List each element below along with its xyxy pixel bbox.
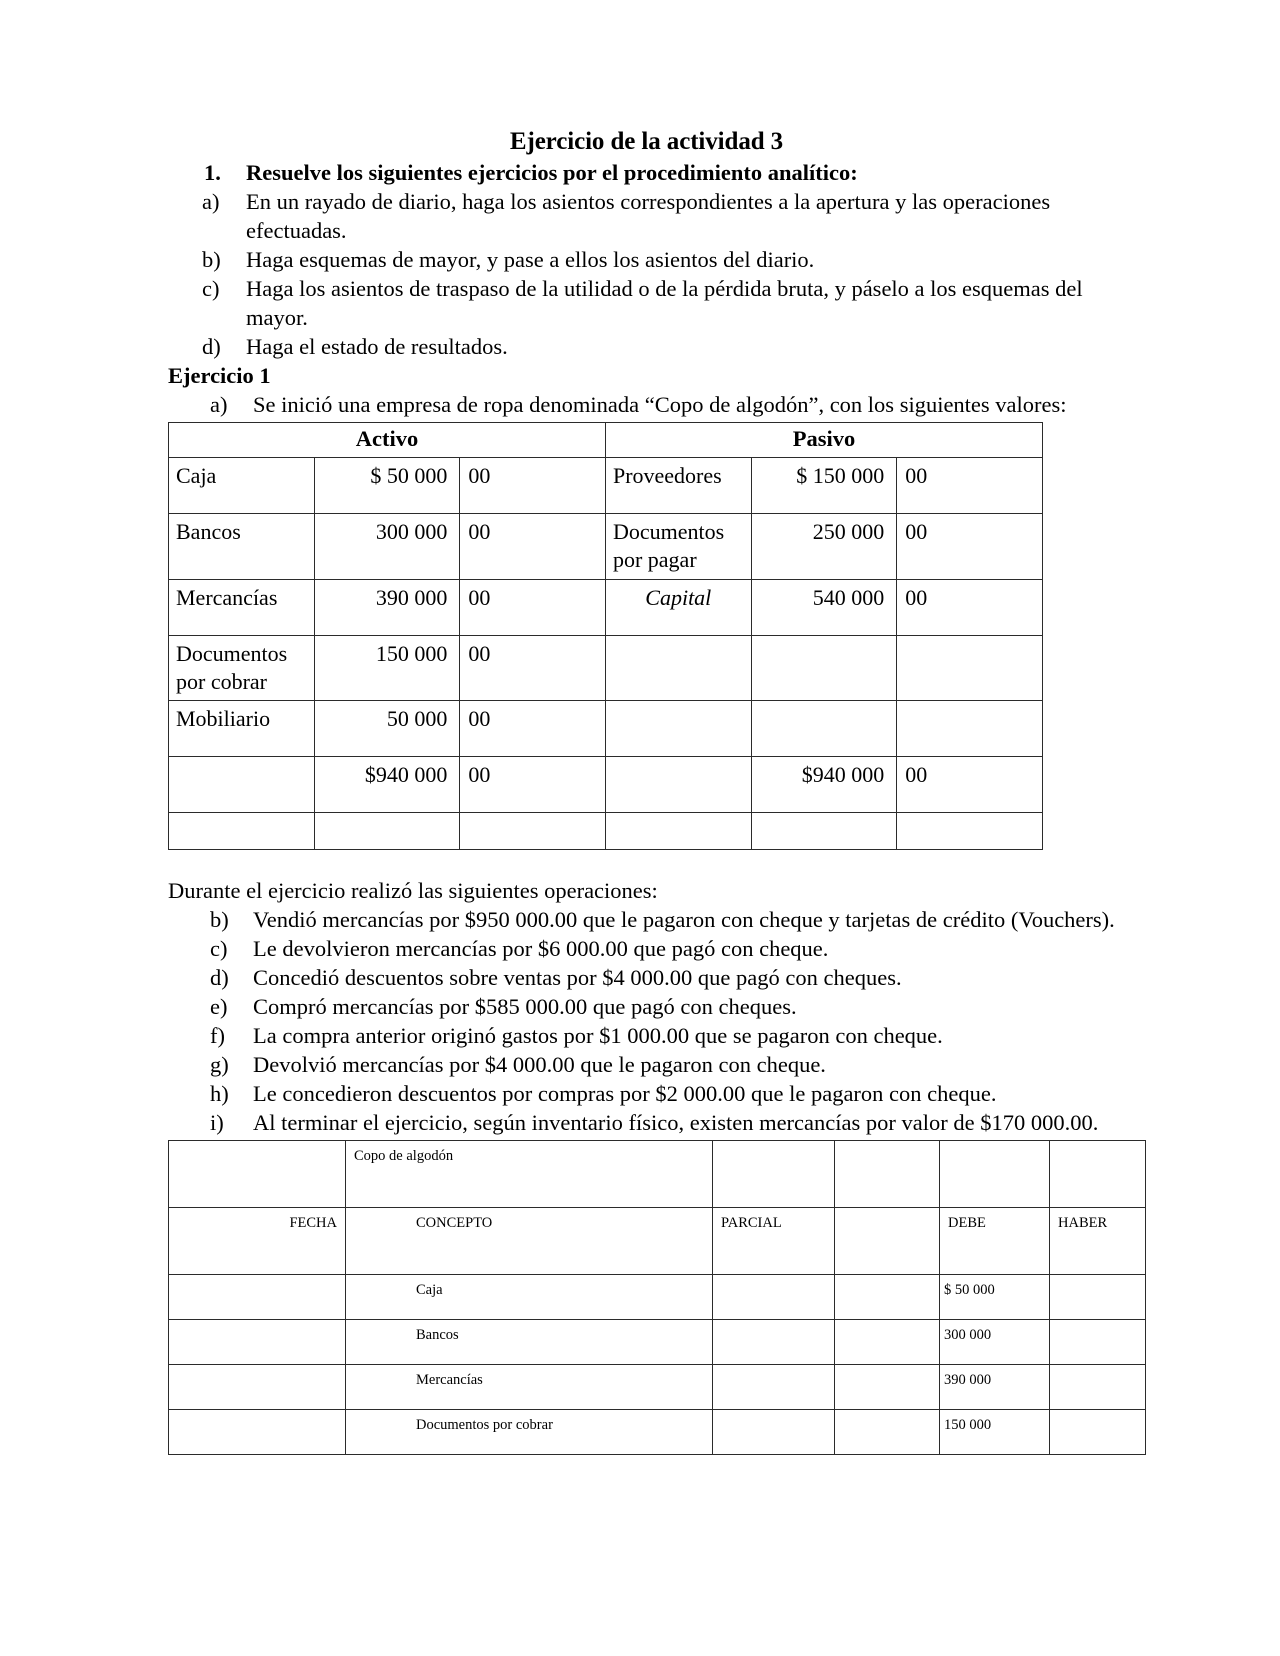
cell-concepto: Mercancías (346, 1364, 713, 1409)
table-row (169, 1319, 1146, 1364)
operation-item-e (168, 992, 1125, 1021)
column-header-concepto: CONCEPTO (346, 1207, 713, 1274)
cell-blank (835, 1409, 940, 1454)
instruction-number: 1. (204, 160, 221, 185)
cell-parcial (713, 1319, 835, 1364)
balance-sheet-table (168, 422, 1043, 850)
table-row (169, 1364, 1146, 1409)
journal-entry-table (168, 1140, 1146, 1455)
cell-fecha (169, 1364, 346, 1409)
cell-concepto: Bancos (346, 1319, 713, 1364)
cell-empty (940, 1140, 1050, 1207)
instruction-item-b (168, 245, 1125, 274)
cell-empty (169, 1140, 346, 1207)
cell-blank (835, 1319, 940, 1364)
cell-blank (835, 1274, 940, 1319)
cell-activo-cents: 00 (460, 635, 606, 700)
list-item-text: Haga los asientos de traspaso de la utilidad o de la pérdida bruta, y páselo a los esquemas del mayor. (246, 276, 1083, 331)
list-item-text: Vendió mercancías por $950 000.00 que le pagaron con cheque y tarjetas de crédito (Vouchers). (253, 907, 1115, 933)
cell-activo-name: Bancos (169, 514, 315, 579)
cell-concepto: Documentos por cobrar (346, 1409, 713, 1454)
column-header-parcial: PARCIAL (713, 1207, 835, 1274)
cell-pasivo-total: $940 000 (751, 757, 897, 813)
instruction-heading-row (168, 158, 1125, 187)
cell-activo-name: Mobiliario (169, 701, 315, 757)
instruction-item-c (168, 274, 1125, 332)
cell-debe: 150 000 (940, 1409, 1050, 1454)
list-marker: b) (202, 247, 221, 273)
cell-activo-name: Caja (169, 458, 315, 514)
cell-activo-cents: 00 (460, 514, 606, 579)
cell-debe: $ 50 000 (940, 1274, 1050, 1319)
cell-activo-amount: 390 000 (314, 579, 460, 635)
cell-fecha (169, 1409, 346, 1454)
cell-debe: 390 000 (940, 1364, 1050, 1409)
cell-activo-amount: 300 000 (314, 514, 460, 579)
list-item-text: Haga esquemas de mayor, y pase a ellos los asientos del diario. (246, 247, 815, 273)
table-header-row (169, 423, 1043, 458)
list-marker: i) (210, 1110, 224, 1136)
cell-concepto: Caja (346, 1274, 713, 1319)
column-header-fecha: FECHA (169, 1207, 346, 1274)
cell-activo-name: Mercancías (169, 579, 315, 635)
list-marker: f) (210, 1023, 225, 1049)
list-marker: b) (210, 907, 229, 933)
exercise-item-a (168, 390, 1125, 419)
table-row (169, 514, 1043, 579)
list-marker: e) (210, 994, 228, 1020)
cell-debe: 300 000 (940, 1319, 1050, 1364)
list-marker: d) (210, 965, 229, 991)
cell-pasivo-name (605, 701, 751, 757)
list-marker: h) (210, 1081, 229, 1107)
cell-pasivo-cents: 00 (897, 514, 1043, 579)
cell-activo-name (169, 757, 315, 813)
cell-parcial (713, 1409, 835, 1454)
cell-company-name: Copo de algodón (346, 1140, 713, 1207)
cell-activo-cents (460, 813, 606, 850)
table-row (169, 458, 1043, 514)
cell-empty (713, 1140, 835, 1207)
page-title: Ejercicio de la actividad 3 (509, 128, 784, 155)
table-row (169, 1274, 1146, 1319)
cell-activo-cents: 00 (460, 757, 606, 813)
cell-activo-amount: 50 000 (314, 701, 460, 757)
cell-pasivo-name (605, 757, 751, 813)
operation-item-c (168, 934, 1125, 963)
cell-pasivo-cents: 00 (897, 458, 1043, 514)
cell-activo-total: $940 000 (314, 757, 460, 813)
cell-empty (835, 1140, 940, 1207)
cell-pasivo-name: Documentos por pagar (605, 514, 751, 579)
cell-haber (1050, 1319, 1146, 1364)
operations-intro: Durante el ejercicio realizó las siguientes operaciones: (168, 878, 658, 904)
list-item-text: La compra anterior originó gastos por $1 000.00 que se pagaron con cheque. (253, 1023, 943, 1049)
journal-title-row (169, 1140, 1146, 1207)
cell-pasivo-name (605, 635, 751, 700)
journal-header-row (169, 1207, 1146, 1274)
cell-activo-amount: $ 50 000 (314, 458, 460, 514)
cell-activo-cents: 00 (460, 701, 606, 757)
list-item-text: En un rayado de diario, haga los asientos correspondientes a la apertura y las operaciones efectuadas. (246, 189, 1051, 244)
operation-item-i (168, 1108, 1125, 1137)
instruction-heading-text: Resuelve los siguientes ejercicios por el procedimiento analítico: (246, 160, 858, 185)
cell-empty (1050, 1140, 1146, 1207)
list-marker: a) (210, 392, 228, 418)
operation-item-h (168, 1079, 1125, 1108)
column-header-haber: HABER (1050, 1207, 1146, 1274)
column-header-blank (835, 1207, 940, 1274)
list-item-text: Devolvió mercancías por $4 000.00 que le pagaron con cheque. (253, 1052, 826, 1078)
operation-item-b (168, 905, 1125, 934)
list-marker: c) (210, 936, 228, 962)
cell-pasivo-cents: 00 (897, 757, 1043, 813)
cell-blank (835, 1364, 940, 1409)
cell-pasivo-name: Capital (605, 579, 751, 635)
cell-fecha (169, 1274, 346, 1319)
cell-pasivo-cents (897, 701, 1043, 757)
table-row (169, 701, 1043, 757)
list-item-text: Se inició una empresa de ropa denominada “Copo de algodón”, con los siguientes valores: (253, 392, 1067, 418)
instruction-item-a (168, 187, 1125, 245)
cell-activo-cents: 00 (460, 579, 606, 635)
cell-pasivo-amount: 250 000 (751, 514, 897, 579)
list-item-text: Le concedieron descuentos por compras por $2 000.00 que le pagaron con cheque. (253, 1081, 997, 1107)
list-item-text: Concedió descuentos sobre ventas por $4 000.00 que pagó con cheques. (253, 965, 902, 991)
column-header-debe: DEBE (940, 1207, 1050, 1274)
cell-activo-name (169, 813, 315, 850)
table-row-totals (169, 757, 1043, 813)
cell-haber (1050, 1409, 1146, 1454)
cell-pasivo-name: Proveedores (605, 458, 751, 514)
list-marker: g) (210, 1052, 229, 1078)
cell-activo-name: Documentos por cobrar (169, 635, 315, 700)
cell-pasivo-cents: 00 (897, 579, 1043, 635)
cell-activo-cents: 00 (460, 458, 606, 514)
cell-haber (1050, 1274, 1146, 1319)
cell-fecha (169, 1319, 346, 1364)
cell-activo-amount: 150 000 (314, 635, 460, 700)
cell-pasivo-amount: $ 150 000 (751, 458, 897, 514)
table-row (169, 635, 1043, 700)
list-item-text: Al terminar el ejercicio, según inventario físico, existen mercancías por valor de $170 000.00. (253, 1110, 1099, 1136)
table-row-empty (169, 813, 1043, 850)
cell-activo-amount (314, 813, 460, 850)
instruction-item-d (168, 332, 1125, 361)
column-header-activo: Activo (169, 423, 606, 458)
table-row (169, 579, 1043, 635)
operation-item-f (168, 1021, 1125, 1050)
cell-parcial (713, 1274, 835, 1319)
cell-pasivo-cents (897, 813, 1043, 850)
cell-pasivo-amount (751, 701, 897, 757)
operation-item-d (168, 963, 1125, 992)
table-row (169, 1409, 1146, 1454)
list-item-text: Le devolvieron mercancías por $6 000.00 que pagó con cheque. (253, 936, 829, 962)
list-item-text: Compró mercancías por $585 000.00 que pagó con cheques. (253, 994, 797, 1020)
list-marker: d) (202, 334, 221, 360)
operation-item-g (168, 1050, 1125, 1079)
cell-pasivo-cents (897, 635, 1043, 700)
cell-pasivo-amount (751, 635, 897, 700)
list-marker: a) (202, 189, 220, 215)
exercise-heading: Ejercicio 1 (168, 363, 271, 389)
cell-pasivo-amount (751, 813, 897, 850)
cell-parcial (713, 1364, 835, 1409)
cell-pasivo-amount: 540 000 (751, 579, 897, 635)
list-item-text: Haga el estado de resultados. (246, 334, 508, 360)
cell-haber (1050, 1364, 1146, 1409)
list-marker: c) (202, 276, 220, 302)
column-header-pasivo: Pasivo (605, 423, 1042, 458)
cell-pasivo-name (605, 813, 751, 850)
